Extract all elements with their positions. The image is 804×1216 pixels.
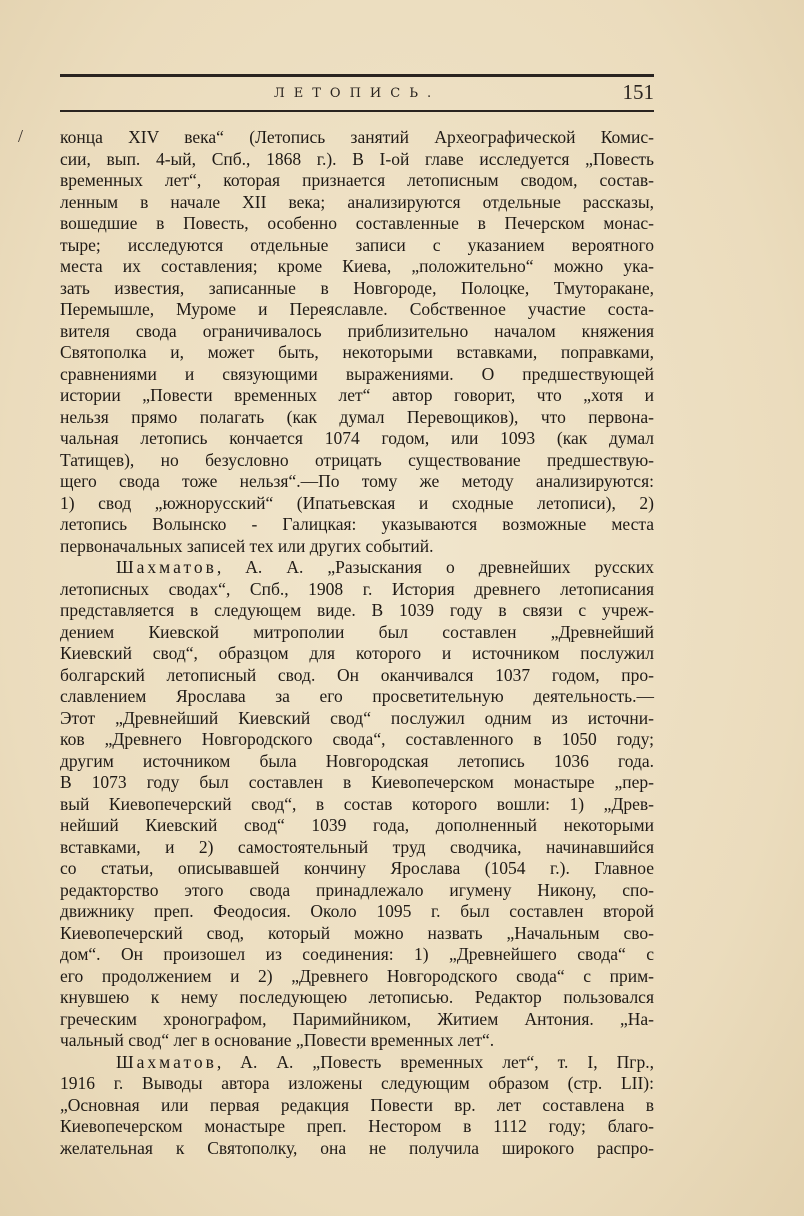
text-line <box>60 1095 654 1117</box>
text-line <box>60 299 654 321</box>
text-line <box>60 665 654 687</box>
text-line <box>60 471 654 493</box>
line-text: 1) свод „южнорусский“ (Ипатьевская и сходные летописи), 2) <box>60 492 654 513</box>
line-text: Святополка и, может быть, некоторыми вставками, поправками, <box>60 342 654 362</box>
line-text: щего свода тоже нельзя“.—По тому же методу анализируются: <box>60 471 654 491</box>
line-text: движнику преп. Феодосия. Около 1095 г. был составлен второй <box>60 901 654 921</box>
text-line <box>60 1052 654 1074</box>
text-line <box>60 923 654 945</box>
text-line <box>60 170 654 192</box>
line-text: , А. А. „Повесть временных лет“, т. I, Пгр., <box>216 1051 654 1072</box>
text-line <box>60 686 654 708</box>
text-line <box>60 1030 654 1052</box>
line-text: греческим хронографом, Паримийником, Житием Антония. „На- <box>60 1008 654 1029</box>
line-text: желательная к Святополку, она не получила широкого распро- <box>60 1137 654 1158</box>
text-line <box>60 772 654 794</box>
line-text: Татищев), но безусловно отрицать существование предшествую- <box>60 449 654 470</box>
line-text: со статьи, описывавшей кончину Ярослава (1054 г.). Главное <box>60 858 654 878</box>
text-line <box>60 579 654 601</box>
text-line <box>60 321 654 343</box>
text-line <box>60 600 654 622</box>
running-title: ЛЕТОПИСЬ. <box>273 86 441 101</box>
line-text: чальный свод“ лег в основание „Повести временных лет“. <box>60 1030 495 1050</box>
text-line <box>60 149 654 171</box>
line-text: В 1073 году был составлен в Киевопечерском монастыре „пер- <box>60 772 654 792</box>
text-line <box>60 213 654 235</box>
line-text: , А. А. „Разыскания о древнейших русских <box>216 557 654 577</box>
line-text: тыре; исследуются отдельные записи с указанием вероятного <box>60 234 654 255</box>
text-line <box>60 880 654 902</box>
line-text: Киевопечерский свод, который можно назвать „Начальным сво- <box>60 922 654 943</box>
text-line <box>60 815 654 837</box>
text-line <box>60 1009 654 1031</box>
line-text: ленным в начале XII века; анализируются отдельные рассказы, <box>60 191 654 212</box>
line-text: летописных сводах“, Спб., 1908 г. История древнего летописания <box>60 578 654 599</box>
line-text: ков „Древнего Новгородского свода“, составленного в 1050 году; <box>60 729 654 749</box>
text-line <box>60 944 654 966</box>
author-name: Шахматов <box>116 557 217 577</box>
text-line <box>60 622 654 644</box>
author-name: Шахматов <box>116 1051 217 1072</box>
line-text: места их составления; кроме Киева, „положительно“ можно ука- <box>60 256 654 276</box>
line-text: Киевский свод“, образцом для которого и источником послужил <box>60 643 654 663</box>
line-text: Перемышле, Муроме и Переяславле. Собственное участие соста- <box>60 299 654 319</box>
line-text: вителя свода ограничивалось приблизительно началом княжения <box>60 320 654 341</box>
text-line <box>60 192 654 214</box>
header-bottom-rule <box>60 110 654 112</box>
line-text: временных лет“, которая признается летописным сводом, состав- <box>60 170 654 190</box>
text-line <box>60 1073 654 1095</box>
line-text: зать известия, записанные в Новгороде, Полоцке, Тмуторакане, <box>60 277 654 298</box>
line-text: болгарский летописный свод. Он оканчивался 1037 годом, про- <box>60 664 654 685</box>
line-text: вый Киевопечерский свод“, в состав которого вошли: 1) „Древ- <box>60 793 654 814</box>
text-line <box>60 1116 654 1138</box>
line-text: чальная летопись кончается 1074 годом, или 1093 (как думал <box>60 428 654 448</box>
text-line <box>60 235 654 257</box>
line-text: дением Киевской митрополии был составлен „Древнейший <box>60 621 654 642</box>
text-line <box>60 428 654 450</box>
page-header <box>60 78 654 110</box>
line-text: нейший Киевский свод“ 1039 года, дополненный некоторыми <box>60 815 654 835</box>
line-text: нельзя прямо полагать (как думал Перевощиков), что первона- <box>60 406 654 427</box>
line-text: летопись Волынско - Галицкая: указываются возможные места <box>60 514 654 534</box>
text-line <box>60 256 654 278</box>
text-line <box>60 278 654 300</box>
line-text: истории „Повести временных лет“ автор говорит, что „хотя и <box>60 385 654 405</box>
text-line <box>60 127 654 149</box>
text-line <box>60 342 654 364</box>
line-text: его продолжением и 2) „Древнего Новгородского свода“ с прим- <box>60 965 654 986</box>
header-top-rule <box>60 74 654 77</box>
text-line <box>60 729 654 751</box>
line-text: вошедшие в Повесть, особенно составленные в Печерском монас- <box>60 213 654 233</box>
text-line <box>60 966 654 988</box>
text-line <box>60 901 654 923</box>
line-text: дом“. Он произошел из соединения: 1) „Древнейшего свода“ с <box>60 944 654 964</box>
text-line <box>60 536 654 558</box>
line-text: конца XIV века“ (Летопись занятий Археографической Комис- <box>60 127 654 147</box>
page-number: 151 <box>622 80 654 104</box>
text-line <box>60 385 654 407</box>
text-line <box>60 987 654 1009</box>
text-line <box>60 364 654 386</box>
text-line <box>60 1138 654 1160</box>
text-line <box>60 514 654 536</box>
body-text <box>60 127 654 1159</box>
text-line <box>60 837 654 859</box>
line-text: Этот „Древнейший Киевский свод“ послужил одним из источни- <box>60 707 654 728</box>
text-line <box>60 751 654 773</box>
margin-mark: / <box>18 126 24 146</box>
line-text: кнувшею к нему последующею летописью. Редактор пользовался <box>60 987 654 1007</box>
text-line <box>60 708 654 730</box>
line-text: сравнениями и связующими выражениями. О предшествующей <box>60 363 654 384</box>
line-text: представляется в следующем виде. В 1039 году в связи с учреж- <box>60 600 654 620</box>
line-text: редакторство этого свода принадлежало игумену Никону, спо- <box>60 879 654 900</box>
line-text: Киевопечерском монастыре преп. Нестором в 1112 году; благо- <box>60 1116 654 1136</box>
line-text: первоначальных записей тех или других событий. <box>60 535 434 556</box>
text-line <box>60 858 654 880</box>
text-line <box>60 450 654 472</box>
text-line <box>60 557 654 579</box>
text-line <box>60 643 654 665</box>
text-line <box>60 794 654 816</box>
text-line <box>60 493 654 515</box>
line-text: другим источником была Новгородская летопись 1036 года. <box>60 750 654 771</box>
line-text: 1916 г. Выводы автора изложены следующим образом (стр. LII): <box>60 1073 654 1093</box>
line-text: сии, вып. 4-ый, Спб., 1868 г.). В I-ой главе исследуется „Повесть <box>60 148 654 169</box>
text-line <box>60 407 654 429</box>
line-text: славлением Ярослава за его просветительную деятельность.— <box>60 686 654 706</box>
line-text: вставками, и 2) самостоятельный труд сводчика, начинавшийся <box>60 836 654 857</box>
line-text: „Основная или первая редакция Повести вр. лет составлена в <box>60 1094 654 1115</box>
